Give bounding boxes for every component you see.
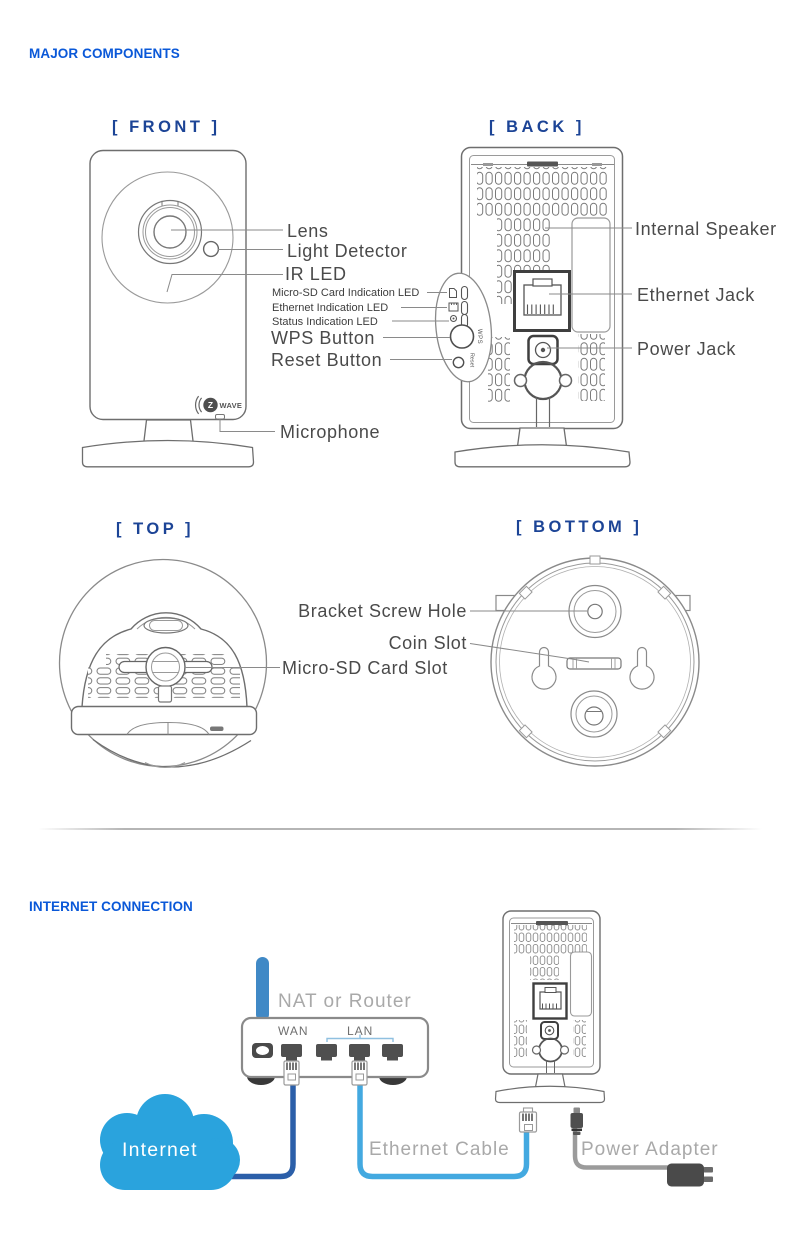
- back-stand-base: [455, 445, 630, 467]
- top-front-bar: [72, 707, 257, 735]
- label-nat-or-router: NAT or Router: [278, 991, 412, 1012]
- label-wps-button: WPS Button: [271, 328, 376, 348]
- view-title-bottom: [ BOTTOM ]: [516, 518, 643, 536]
- label-ethernet-jack: Ethernet Jack: [637, 285, 755, 305]
- label-ir-led: IR LED: [285, 264, 347, 284]
- section-title-major-components: MAJOR COMPONENTS: [29, 46, 180, 61]
- router: [242, 1018, 428, 1077]
- callout-microphone: [220, 420, 275, 432]
- bottom-screw-hole: [571, 691, 617, 737]
- rj45-plug-wan: [284, 1061, 299, 1085]
- label-power-adapter: Power Adapter: [581, 1139, 719, 1160]
- label-status-indication-led: Status Indication LED: [272, 316, 378, 328]
- label-reset-button: Reset Button: [271, 350, 383, 370]
- wps-marking: WPS: [476, 328, 482, 345]
- label-bracket-screw-hole: Bracket Screw Hole: [298, 601, 467, 621]
- wps-button: [451, 325, 474, 348]
- label-internet-cloud: Internet: [122, 1139, 198, 1161]
- label-coin-slot: Coin Slot: [388, 633, 467, 653]
- label-ethernet-indication-led: Ethernet Indication LED: [272, 302, 389, 314]
- reset-button: [453, 357, 463, 367]
- rj45-plug-camera: [520, 1108, 537, 1132]
- view-title-back: [ BACK ]: [489, 118, 585, 136]
- label-microphone: Microphone: [280, 422, 381, 442]
- light-detector: [204, 242, 219, 257]
- zwave-logo-wave: WAVE: [219, 401, 243, 410]
- power-adapter: [667, 1164, 713, 1187]
- router-antenna: [256, 957, 269, 1021]
- section-divider: [38, 828, 762, 830]
- bottom-view-diagram: [491, 556, 699, 766]
- label-internal-speaker: Internal Speaker: [635, 219, 777, 239]
- top-view-diagram: [60, 560, 267, 768]
- label-wan: WAN: [278, 1024, 309, 1038]
- label-sd-indication-led: Micro-SD Card Indication LED: [272, 287, 420, 299]
- front-body: [90, 151, 246, 420]
- microphone-hole: [216, 415, 225, 420]
- camera-back-small: [496, 911, 605, 1103]
- front-view-diagram: [83, 151, 254, 467]
- zwave-logo-z: Z: [207, 400, 214, 411]
- back-side-panel: [572, 218, 610, 332]
- label-lens: Lens: [287, 221, 329, 241]
- label-sd-card-slot: Micro-SD Card Slot: [282, 658, 448, 678]
- label-light-detector: Light Detector: [287, 241, 408, 261]
- ethernet-jack: [515, 272, 570, 331]
- label-power-jack: Power Jack: [637, 339, 737, 359]
- view-title-top: [ TOP ]: [116, 520, 194, 538]
- label-ethernet-cable: Ethernet Cable: [369, 1139, 510, 1160]
- rj45-plug-lan: [352, 1061, 367, 1085]
- view-title-front: [ FRONT ]: [112, 118, 221, 136]
- power-jack: [529, 336, 558, 364]
- reset-marking: Reset: [468, 352, 475, 368]
- power-plug: [571, 1108, 584, 1136]
- front-stand-base: [83, 441, 254, 467]
- section-title-internet-connection: INTERNET CONNECTION: [29, 899, 193, 914]
- label-lan: LAN: [347, 1024, 374, 1038]
